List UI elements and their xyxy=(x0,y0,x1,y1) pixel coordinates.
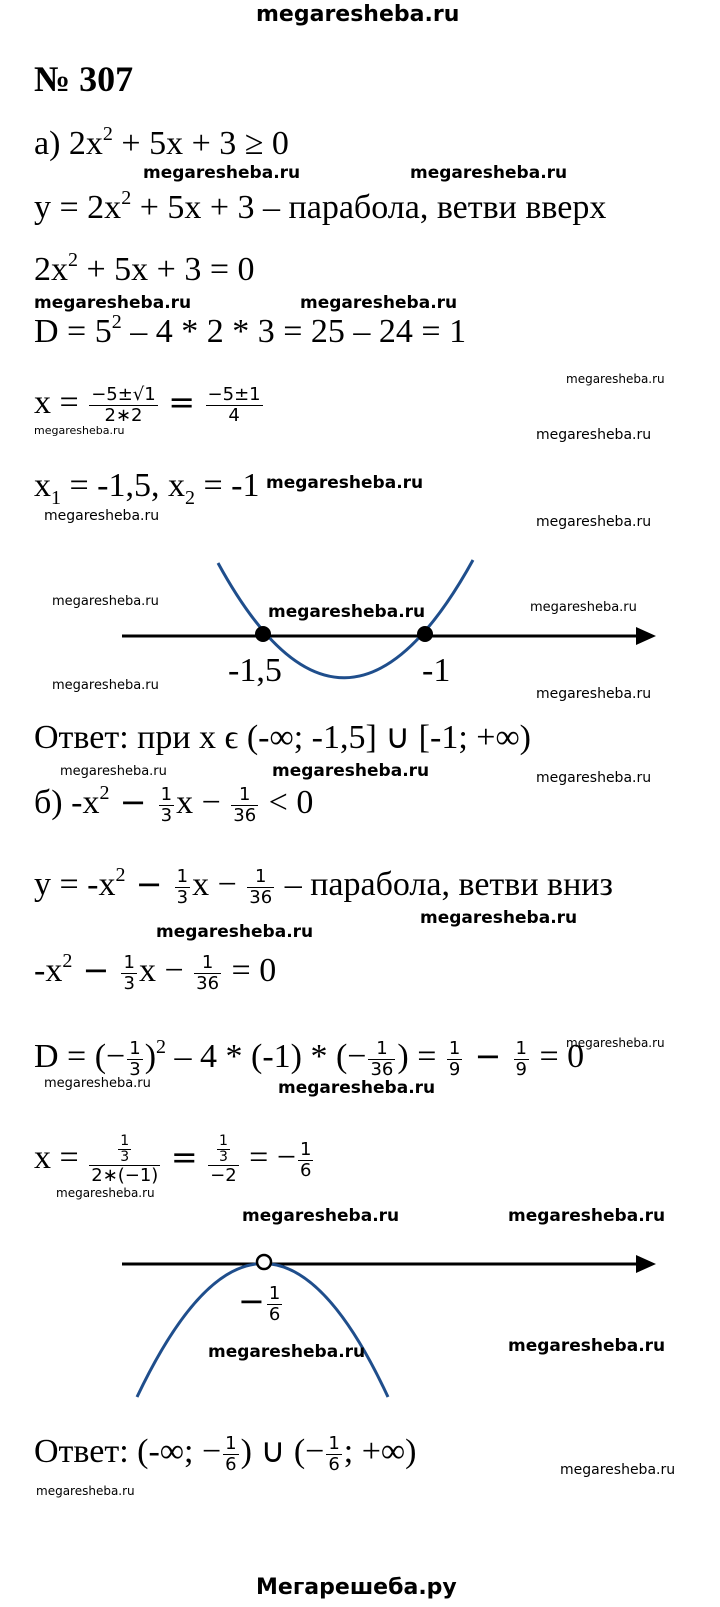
roots-mid: = -1,5, x xyxy=(61,467,185,504)
roots-end: = -1 xyxy=(195,467,260,504)
x-minus: x − xyxy=(192,866,246,903)
fraction xyxy=(208,1134,239,1186)
subscript: 1 xyxy=(51,487,61,509)
equation-a xyxy=(34,250,255,290)
problem-number: № 307 xyxy=(34,59,134,99)
eq-prefix: -x xyxy=(34,952,63,989)
denominator: 36 xyxy=(233,804,257,826)
denominator: 36 xyxy=(249,886,273,908)
subscript: 2 xyxy=(185,487,195,509)
watermark: megaresheba.ru xyxy=(410,163,568,183)
exponent: 2 xyxy=(111,311,122,333)
watermark: megaresheba.ru xyxy=(52,594,159,609)
answer-mid: ) ∪ (− xyxy=(240,1433,325,1470)
watermark: megaresheba.ru xyxy=(566,372,665,386)
part-a-inequality xyxy=(34,124,289,164)
fraction xyxy=(368,1039,395,1080)
watermark: megaresheba.ru xyxy=(536,427,652,443)
numerator: 1 xyxy=(328,1432,340,1454)
footer-site-name: Мегарешеба.ру xyxy=(256,1575,457,1600)
watermark: megaresheba.ru xyxy=(536,770,652,786)
y-prefix: y = -x xyxy=(34,866,116,903)
filled-point-icon xyxy=(417,626,433,642)
denominator: 6 xyxy=(268,1304,281,1326)
denominator: 6 xyxy=(300,1159,312,1181)
denominator: 9 xyxy=(448,1058,461,1080)
denominator: 3 xyxy=(129,1058,141,1080)
open-point-icon xyxy=(257,1255,271,1269)
fraction xyxy=(326,1434,341,1475)
exponent: 2 xyxy=(102,123,113,145)
minus: − xyxy=(72,951,120,989)
watermark: megaresheba.ru xyxy=(242,1206,400,1226)
denominator: 4 xyxy=(228,404,240,426)
equals-minus: = − xyxy=(240,1138,297,1176)
denominator: 36 xyxy=(196,972,220,994)
watermark: megaresheba.ru xyxy=(208,1342,366,1362)
numerator: 1 xyxy=(231,785,258,806)
d-rest: – 4 * 2 * 3 = 25 – 24 = 1 xyxy=(121,313,467,350)
y-rest: + 5x + 3 – парабола, ветви вверх xyxy=(131,189,607,226)
exponent: 2 xyxy=(121,187,132,209)
numerator: 1 xyxy=(247,867,274,888)
denominator: 3 xyxy=(123,972,135,994)
watermark: megaresheba.ru xyxy=(508,1336,666,1356)
answer-end: ; +∞) xyxy=(343,1433,417,1470)
fraction xyxy=(89,385,158,426)
point-label-a1: -1,5 xyxy=(228,652,282,689)
y-suffix: – парабола, ветви вниз xyxy=(276,866,613,903)
answer-b xyxy=(34,1432,416,1475)
watermark: megaresheba.ru xyxy=(508,1206,666,1226)
d-zero: = 0 xyxy=(530,1038,585,1075)
d-mid: – 4 * (-1) * (− xyxy=(166,1038,367,1075)
exponent: 2 xyxy=(68,249,78,271)
x-prefix: x = xyxy=(34,384,88,421)
equation-b xyxy=(34,950,276,994)
answer-prefix: Ответ: (-∞; − xyxy=(34,1433,222,1470)
parabola-a-description xyxy=(34,188,606,228)
denominator: 2∗2 xyxy=(104,404,143,426)
parabola-b-description xyxy=(34,864,613,908)
watermark: megaresheba.ru xyxy=(536,686,652,702)
fraction xyxy=(447,1039,462,1080)
watermark: megaresheba.ru xyxy=(536,514,652,530)
ineq-rest: + 5x + 3 ≥ 0 xyxy=(112,125,289,162)
numerator: 1 xyxy=(448,1037,461,1059)
numerator: 1 xyxy=(129,1037,141,1059)
fraction xyxy=(223,1434,238,1475)
minus: − xyxy=(464,1037,512,1075)
graph-b xyxy=(122,1255,656,1397)
part-a-label: а) xyxy=(34,125,61,162)
denominator: 6 xyxy=(225,1453,237,1475)
watermark: megaresheba.ru xyxy=(560,1462,676,1478)
numerator xyxy=(89,1134,160,1166)
watermark: megaresheba.ru xyxy=(272,761,430,781)
numerator: 1 xyxy=(123,951,135,973)
fraction xyxy=(159,785,174,826)
denominator: 6 xyxy=(328,1453,340,1475)
numerator: 1 xyxy=(368,1039,395,1060)
numerator: 1 xyxy=(515,1037,527,1059)
eq-rest: + 5x + 3 = 0 xyxy=(78,251,255,288)
denominator: 3 xyxy=(176,886,189,908)
roots-formula-a xyxy=(34,382,265,426)
fraction xyxy=(247,867,274,908)
arrow-head-icon xyxy=(636,627,656,645)
fraction xyxy=(231,785,258,826)
watermark: megaresheba.ru xyxy=(52,678,159,693)
x-minus: x − xyxy=(176,784,230,821)
exponent: 2 xyxy=(62,950,73,972)
watermark: megaresheba.ru xyxy=(278,1078,436,1098)
minus: − xyxy=(109,783,157,821)
answer-a: Ответ: при x ϵ (-∞; -1,5] ∪ [-1; +∞) xyxy=(34,719,532,756)
fraction xyxy=(206,385,263,426)
watermark: megaresheba.ru xyxy=(266,473,424,493)
fraction xyxy=(89,1134,160,1186)
root-x1: x xyxy=(34,467,51,504)
fraction xyxy=(298,1140,313,1181)
part-b-label: б) -x xyxy=(34,784,100,821)
x-prefix: x = xyxy=(34,1138,88,1176)
numerator: 1 xyxy=(176,865,189,887)
fraction xyxy=(267,1284,282,1325)
numerator: 1 xyxy=(268,1283,281,1305)
watermark: megaresheba.ru xyxy=(34,293,192,313)
exponent: 2 xyxy=(156,1036,167,1058)
watermark: megaresheba.ru xyxy=(420,908,578,928)
fraction xyxy=(121,953,136,994)
filled-point-icon xyxy=(255,626,271,642)
discriminant-b xyxy=(34,1036,584,1080)
point-label-a2: -1 xyxy=(422,652,451,689)
exponent: 2 xyxy=(99,782,110,804)
denominator: 2∗(−1) xyxy=(91,1165,159,1186)
numerator: −5±1 xyxy=(207,383,261,405)
numerator: −5±√1 xyxy=(91,383,156,405)
eq-prefix: 2x xyxy=(34,251,68,288)
watermark: megaresheba.ru xyxy=(268,602,426,622)
numerator: 1 xyxy=(300,1138,312,1160)
numerator xyxy=(208,1134,239,1166)
watermark: megaresheba.ru xyxy=(566,1036,665,1050)
arrow-head-icon xyxy=(636,1255,656,1273)
equals-sign: = xyxy=(170,1137,198,1176)
minus: − xyxy=(125,865,173,903)
denominator: 36 xyxy=(370,1058,394,1080)
numerator: 1 xyxy=(120,1133,130,1149)
watermark: megaresheba.ru xyxy=(56,1186,155,1200)
eq-zero: = 0 xyxy=(223,952,277,989)
discriminant-a xyxy=(34,312,466,352)
fraction xyxy=(127,1039,142,1080)
watermark: megaresheba.ru xyxy=(60,764,167,779)
exponent: 2 xyxy=(115,864,126,886)
d-prefix: D = (− xyxy=(34,1038,126,1075)
watermark: megaresheba.ru xyxy=(143,163,301,183)
roots-a xyxy=(34,466,260,509)
fraction xyxy=(175,867,190,908)
fraction xyxy=(217,1134,230,1165)
numerator: 1 xyxy=(160,783,173,805)
numerator: 1 xyxy=(225,1432,237,1454)
denominator: −2 xyxy=(210,1165,237,1186)
fraction xyxy=(118,1134,131,1165)
watermark: megaresheba.ru xyxy=(44,1076,151,1091)
y-prefix: y = 2x xyxy=(34,189,122,226)
watermark: megaresheba.ru xyxy=(44,508,160,524)
denominator: 9 xyxy=(515,1058,527,1080)
d-close: ) xyxy=(144,1038,157,1075)
numerator: 1 xyxy=(218,1133,228,1149)
minus: − xyxy=(238,1282,265,1320)
d-end: ) = xyxy=(397,1038,445,1075)
part-b-inequality xyxy=(34,782,313,826)
fraction xyxy=(514,1039,529,1080)
denominator: 3 xyxy=(160,804,173,826)
d-prefix: D = 5 xyxy=(34,313,112,350)
lt-zero: < 0 xyxy=(260,784,314,821)
watermark: megaresheba.ru xyxy=(300,293,458,313)
x-minus: x − xyxy=(138,952,193,989)
point-label-b xyxy=(238,1282,284,1325)
ineq-term: 2x xyxy=(68,125,103,162)
watermark: megaresheba.ru xyxy=(34,424,125,437)
numerator: 1 xyxy=(194,953,221,974)
root-formula-b xyxy=(34,1134,315,1186)
watermark: megaresheba.ru xyxy=(156,922,314,942)
header-site-name: megaresheba.ru xyxy=(256,2,460,27)
watermark: megaresheba.ru xyxy=(36,1484,135,1498)
denominator: 3 xyxy=(120,1149,130,1165)
fraction xyxy=(194,953,221,994)
watermark: megaresheba.ru xyxy=(530,600,637,615)
equals-sign: = xyxy=(168,383,196,421)
denominator: 3 xyxy=(218,1149,228,1165)
